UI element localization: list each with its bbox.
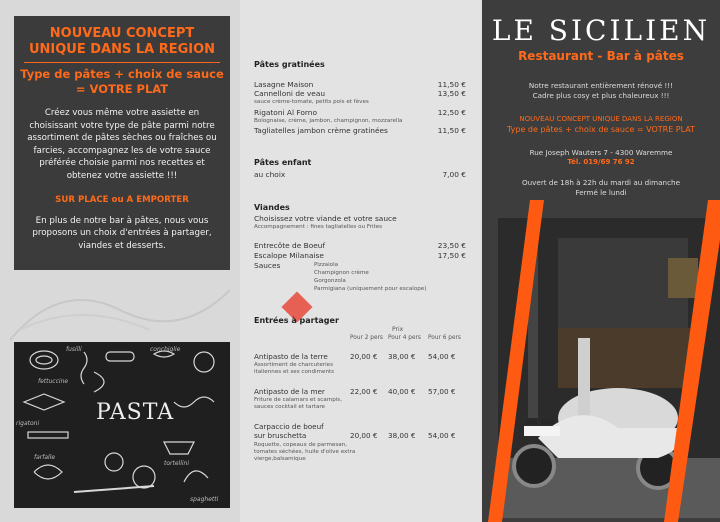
item-price: 17,50 € [437, 251, 466, 260]
entree-row [254, 422, 474, 431]
formula-line-1: Type de pâtes + choix de sauce [20, 67, 224, 81]
pasta-label: rigatoni [16, 420, 40, 427]
orange-stripes [482, 200, 720, 522]
address: Rue Joseph Wauters 7 - 4300 Waremme [529, 148, 673, 157]
item-price: 11,50 € [437, 126, 466, 135]
pasta-label: spaghetti [190, 496, 219, 503]
sauce-option: Gorgonzola [314, 278, 346, 284]
pasta-illustration [14, 342, 230, 508]
pasta-label: fettuccine [38, 378, 69, 385]
pasta-label: fusilli [66, 346, 82, 353]
price-2: 20,00 € [350, 352, 378, 361]
brand-name: LE SICILIEN [491, 14, 711, 47]
sauces-label: Sauces [254, 261, 281, 270]
service-text: SUR PLACE ou A EMPORTER [55, 194, 189, 205]
item-name: Cannelloni de veau [254, 89, 326, 98]
item-price: 7,00 € [442, 170, 466, 179]
intro-text: Créez vous même votre assiette en choisissant votre type de pâte parmi notre assortiment de pâtes sèches ou fraîches ou farcies, accompagnez les de votre sauce préférée choisie parmi nos recettes et obtenez votre assiette !!! [27, 108, 217, 181]
col-header: Pour 2 pers [350, 335, 383, 341]
extra-text: En plus de notre bar à pâtes, nous vous proposons un choix d'entrées à partager, viandes et desserts. [32, 215, 212, 251]
phone: Tél. 019/69 76 92 [567, 158, 635, 166]
price-2: 20,00 € [350, 431, 378, 440]
viandes-note: Accompagnement : fines tagliatelles ou Frites [254, 224, 383, 230]
price-4: 40,00 € [388, 387, 416, 396]
item-name: Rigatoni Al Forno [254, 108, 317, 117]
entree-desc: Friture de calamars et scampis, sauces cocktail et tartare [254, 397, 342, 410]
entree-row [254, 431, 474, 440]
viandes-intro-text: Choisissez votre viande et votre sauce [254, 214, 397, 223]
col-header: Pour 6 pers [428, 335, 461, 341]
pasta-label: tortellini [164, 460, 190, 467]
entree-row [254, 387, 474, 396]
divider [24, 62, 220, 63]
item-price: 12,50 € [437, 108, 466, 117]
entree-row [254, 352, 474, 361]
concept-headline [14, 26, 230, 58]
price-2: 22,00 € [350, 387, 378, 396]
renew-line: Notre restaurant entièrement rénové !!! [528, 81, 674, 90]
entree-name: Carpaccio de boeuf [254, 422, 324, 431]
concept-box [14, 16, 230, 270]
formula [14, 67, 230, 97]
entree-name: Antipasto de la mer [254, 387, 325, 396]
prix-label: Prix [392, 326, 404, 333]
price-4: 38,00 € [388, 431, 416, 440]
palm-texture [0, 270, 240, 342]
item-name: Entrecôte de Boeuf [254, 241, 326, 250]
price-4: 38,00 € [388, 352, 416, 361]
col-header: Pour 4 pers [388, 335, 421, 341]
entree-desc: Assortiment de charcuteries italiennes et ses condiments [254, 362, 335, 375]
headline-line-2: UNIQUE DANS LA REGION [28, 42, 216, 57]
price-6: 54,00 € [428, 352, 456, 361]
item-note: sauce crème-tomate, petits pois et fèves [254, 99, 369, 105]
pasta-title: PASTA [96, 400, 175, 425]
item-price: 23,50 € [437, 241, 466, 250]
hours-line: Fermé le lundi [575, 187, 627, 197]
formula-line: Type de pâtes + choix de sauce = VOTRE PLAT [507, 124, 695, 134]
section-title-gratinees: Pâtes gratinées [254, 60, 325, 69]
hours-line: Ouvert de 18h à 22h du mardi au dimanche [521, 177, 681, 187]
sauce-option: Parmigiana (uniquement pour escalope) [314, 286, 427, 292]
item-price: 11,50 € [437, 80, 466, 89]
price-6: 57,00 € [428, 387, 456, 396]
entree-desc: Roquette, copeaux de parmesan, tomates séchées, huile d'olive extra vierge,balsamique [254, 442, 356, 462]
item-name: Tagliatelles jambon crème gratinées [254, 126, 388, 135]
item-name: Escalope Milanaise [254, 251, 324, 260]
headline-line-1: NOUVEAU CONCEPT [49, 26, 195, 41]
item-name: Lasagne Maison [254, 80, 314, 89]
pasta-drawings [14, 342, 230, 508]
item-note: Bolognaise, crème, jambon, champignon, mozzarella [254, 118, 403, 124]
section-title-entrees: Entrées à partager [254, 316, 339, 325]
section-title-enfant: Pâtes enfant [254, 158, 312, 167]
entree-name: sur bruschetta [254, 431, 307, 440]
item-name: au choix [254, 170, 286, 179]
renew-line: Cadre plus cosy et plus chaleureux !!! [532, 91, 670, 100]
menu-panel [240, 0, 482, 522]
price-6: 54,00 € [428, 431, 456, 440]
brand-tagline: Restaurant - Bar à pâtes [518, 49, 684, 63]
pasta-label: farfalle [34, 454, 56, 461]
sauce-option: Champignon crème [314, 270, 369, 276]
entree-name: Antipasto de la terre [254, 352, 328, 361]
sauce-option: Pizzaiola [314, 262, 339, 268]
pasta-label: conchiglie [150, 346, 181, 353]
license-plate: XHR 1558 [526, 419, 555, 426]
concept-line: NOUVEAU CONCEPT UNIQUE DANS LA REGION [519, 115, 683, 123]
section-title-viandes: Viandes [254, 203, 290, 212]
item-price: 13,50 € [437, 89, 466, 98]
formula-line-2: = VOTRE PLAT [75, 82, 169, 96]
